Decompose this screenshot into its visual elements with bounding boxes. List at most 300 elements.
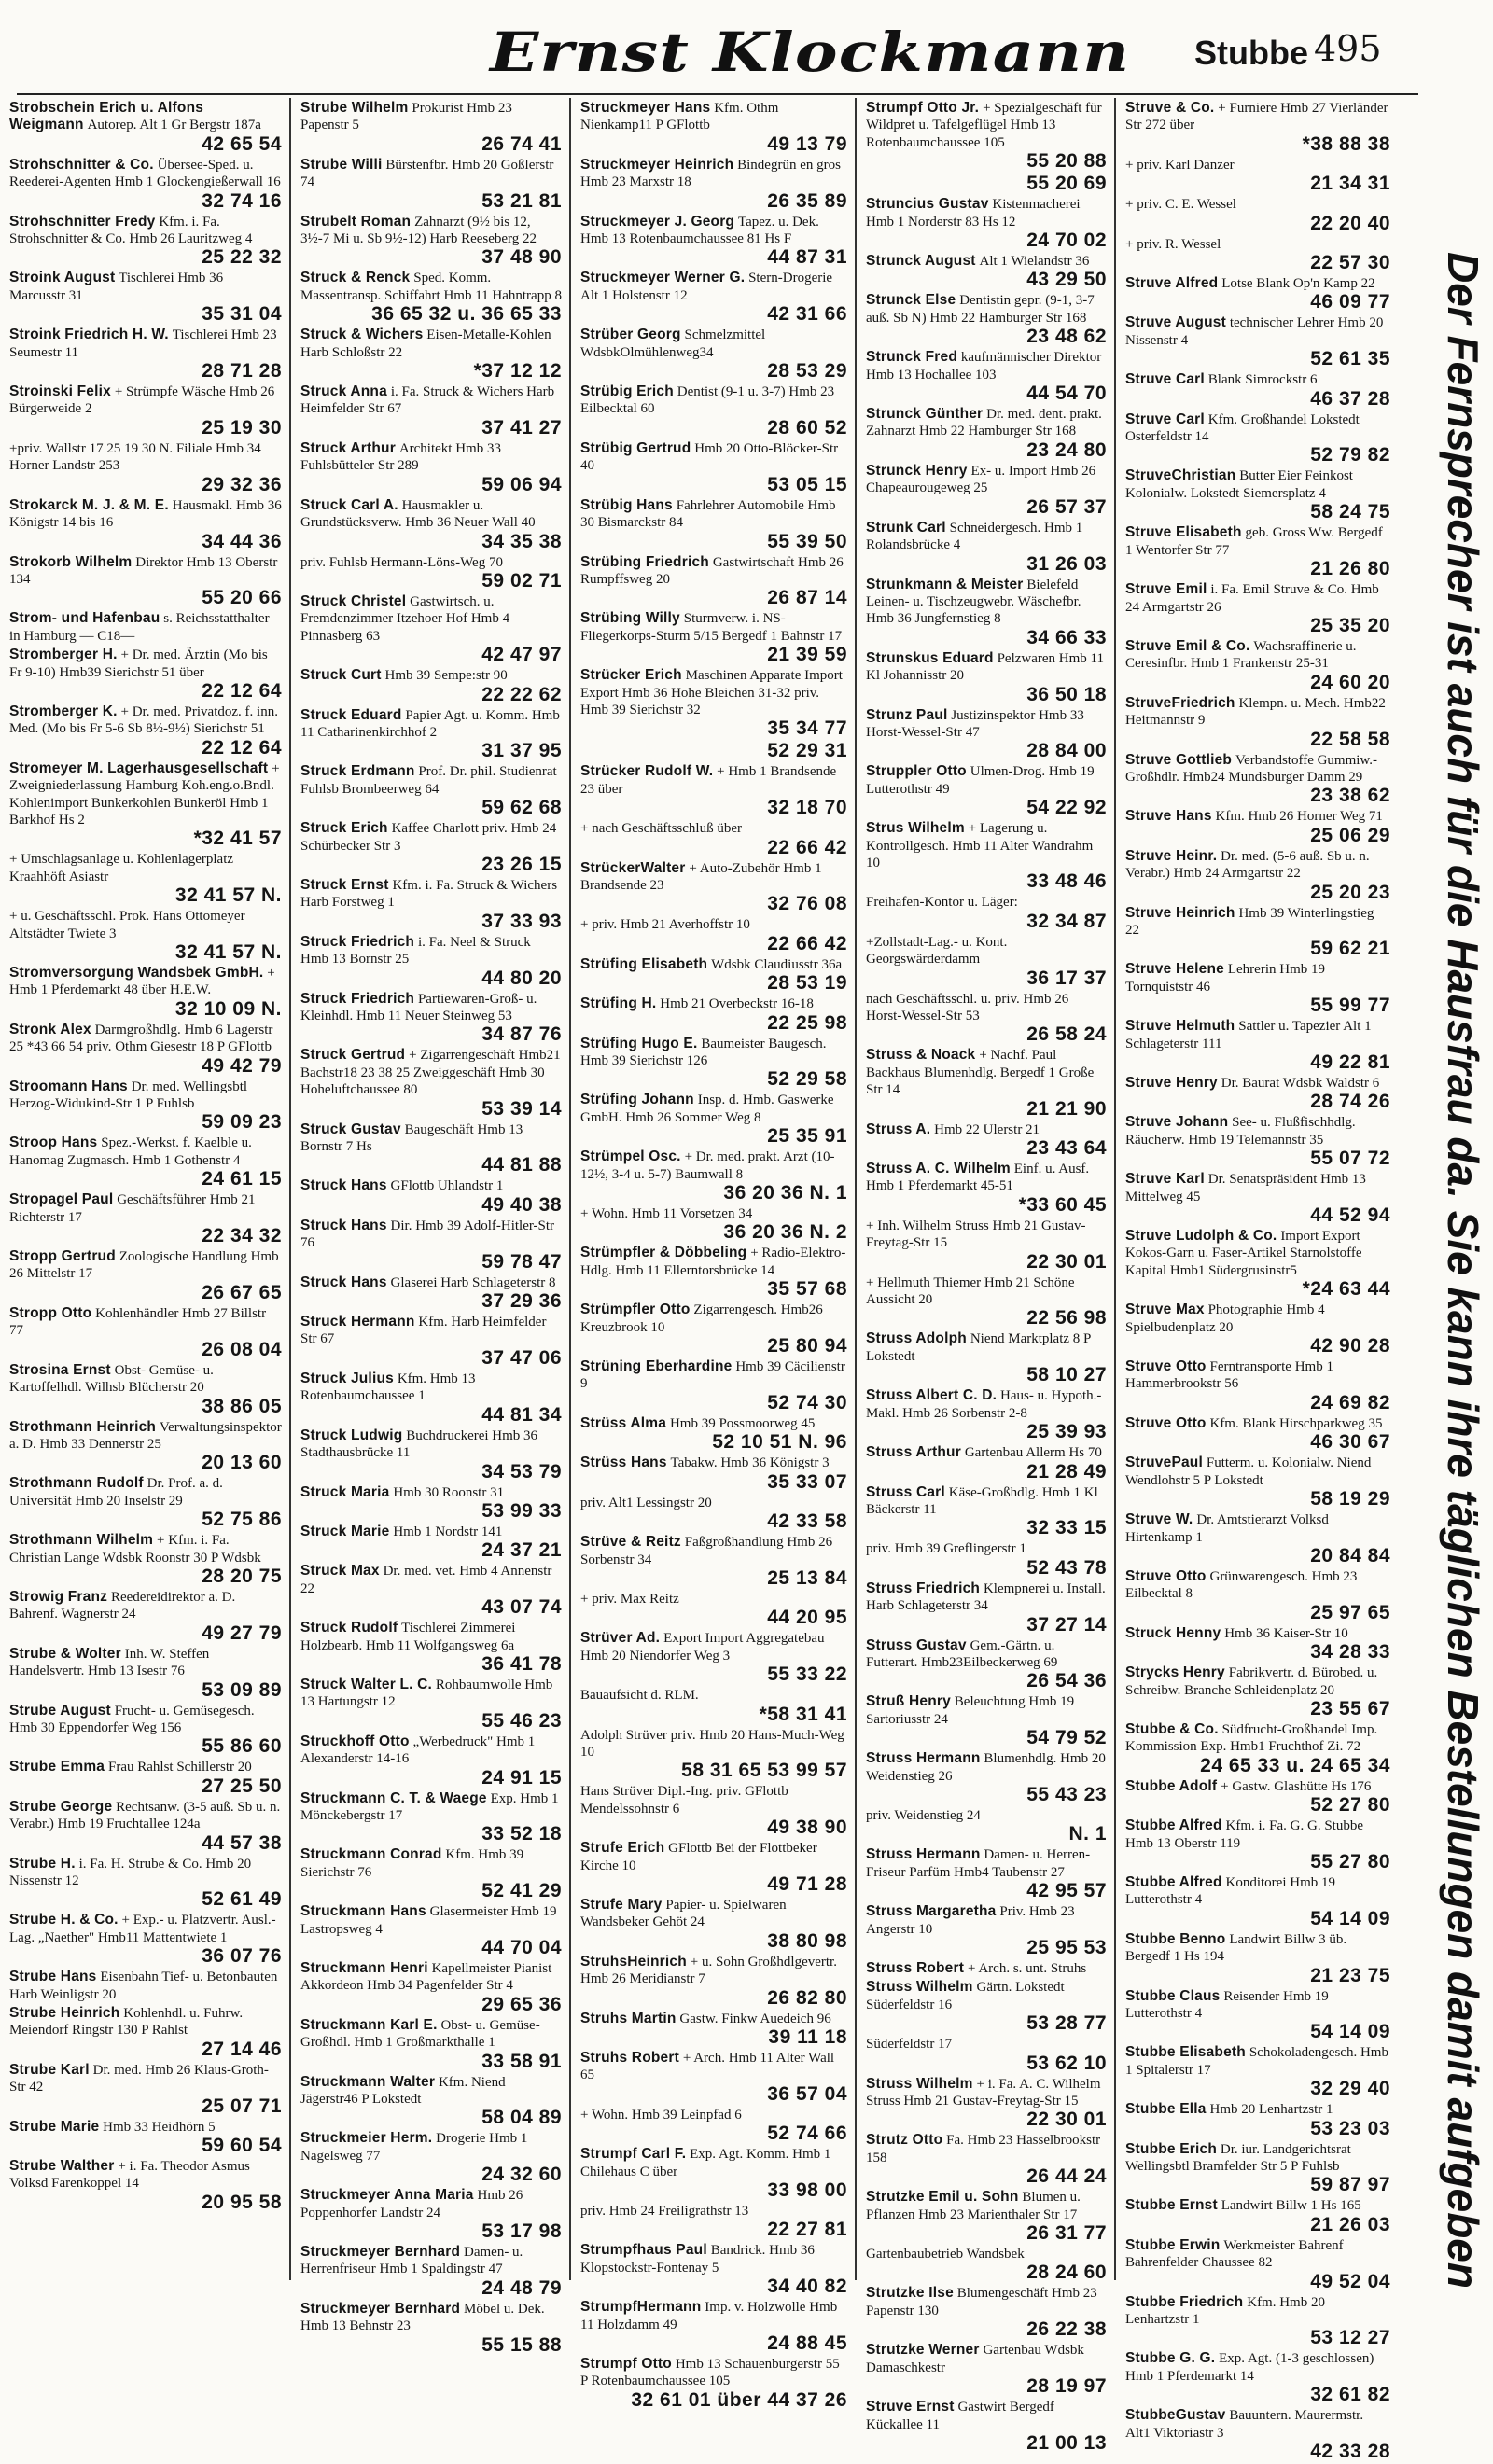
entry-detail: Futterm. u. Kolonialw. Niend Wendlohstr 5 P Lokstedt bbox=[1125, 1455, 1372, 1488]
entry-phone-number: N. 1 bbox=[1068, 1823, 1107, 1845]
entry-name: Struck Gertrud bbox=[300, 1047, 406, 1064]
entry-detail: + Inh. Wilhelm Struss Hmb 21 Gustav-Freytag-Str 15 bbox=[866, 1218, 1086, 1251]
entry-phone-number: 39 11 18 bbox=[768, 2026, 847, 2048]
entry-detail: Baugeschäft Hmb 13 Bornstr 7 Hs bbox=[300, 1121, 523, 1155]
entry-name: Strunck August bbox=[866, 253, 976, 270]
entry-detail: Tischlerei Hmb 36 Marcusstr 31 bbox=[9, 271, 224, 303]
entry-detail: Damen- u. Herrenfriseur Hmb 1 Spaldingstr 47 bbox=[300, 2245, 523, 2277]
directory-entry bbox=[866, 2036, 1107, 2075]
entry-detail: Rohbaumwolle Hmb 13 Hartungstr 12 bbox=[300, 1677, 553, 1710]
entry-name: Strycks Henry bbox=[1125, 1664, 1225, 1681]
directory-entry bbox=[580, 916, 847, 955]
entry-phone-number: 36 65 32 u. 36 65 33 bbox=[371, 303, 562, 326]
entry-name: Strothmann Heinrich bbox=[9, 1418, 157, 1435]
entry-phone-number: 27 14 46 bbox=[202, 2038, 282, 2060]
entry-detail: Verbandstoffe Gummiw.-Großhdlr. Hmb24 Mundsburger Damm 29 bbox=[1125, 752, 1378, 785]
entry-detail: Kohlenhdl. u. Fuhrw. Meiendorf Ringstr 130 P Rahlst bbox=[9, 2006, 244, 2039]
entry-phone-number: 52 29 31 bbox=[767, 740, 847, 762]
entry-detail: + Hmb 1 Pferdemarkt 48 über H.E.W. bbox=[9, 966, 275, 998]
entry-name: Strumpf Otto Jr. bbox=[866, 100, 980, 116]
directory-entry bbox=[1125, 808, 1390, 847]
entry-name: Struss Gustav bbox=[866, 1636, 967, 1653]
directory-entry bbox=[866, 1580, 1107, 1637]
entry-detail: Imp. v. Holzwolle Hmb 11 Holzdamm 49 bbox=[580, 2300, 838, 2332]
entry-name: Struckmann Henri bbox=[300, 1960, 428, 1976]
entry-phone-number: 28 60 52 bbox=[767, 416, 847, 439]
entry-phone-number: 42 33 28 bbox=[1310, 2441, 1390, 2463]
directory-entry bbox=[580, 2107, 847, 2146]
directory-entry bbox=[866, 292, 1107, 349]
directory-entry bbox=[1125, 467, 1390, 524]
entry-name: Struckmann Hans bbox=[300, 1903, 426, 1920]
entry-detail: + u. Geschäftsschl. Prok. Hans Ottomeyer Altstädter Twiete 3 bbox=[9, 909, 245, 941]
entry-name: Struve Otto bbox=[1125, 1358, 1207, 1375]
entry-name: StruveFriedrich bbox=[1125, 694, 1235, 711]
entry-phone-number: 24 70 02 bbox=[1026, 230, 1107, 252]
entry-phone-number: 36 57 04 bbox=[767, 2082, 847, 2105]
entry-phone-number: 26 22 38 bbox=[1026, 2318, 1107, 2341]
entry-detail: Reisender Hmb 19 Lutterothstr 4 bbox=[1125, 1988, 1329, 2021]
entry-detail: Niend Marktplatz 8 P Lokstedt bbox=[866, 1331, 1091, 1364]
entry-phone-number: 52 79 82 bbox=[1310, 444, 1390, 466]
entry-name: Strüss Alma bbox=[580, 1414, 667, 1431]
directory-entry bbox=[580, 270, 847, 327]
entry-phone-number: *58 31 41 bbox=[759, 1703, 847, 1725]
directory-entry bbox=[866, 253, 1107, 292]
entry-name: Struck Hans bbox=[300, 1217, 387, 1233]
entry-name: Strube H. bbox=[9, 1855, 76, 1872]
entry-phone-number: 38 80 98 bbox=[767, 1929, 847, 1952]
entry-phone-number: 33 52 18 bbox=[481, 1823, 562, 1845]
directory-entry bbox=[866, 1540, 1107, 1580]
entry-detail: Gartenbau Wdsbk Damaschkestr bbox=[866, 2343, 1084, 2375]
directory-entry bbox=[866, 463, 1107, 520]
directory-column-5 bbox=[1116, 98, 1398, 2463]
entry-phone-number: 59 62 68 bbox=[481, 797, 562, 819]
directory-entry bbox=[1125, 1625, 1390, 1664]
entry-detail: See- u. Flußfischhdlg. Räucherw. Hmb 19 Telemannstr 35 bbox=[1125, 1115, 1356, 1148]
entry-phone-number: 28 84 00 bbox=[1026, 740, 1107, 762]
entry-name: Struckhoff Otto bbox=[300, 1733, 410, 1749]
entry-detail: Klempnerei u. Install. Harb Schlageterstr 34 bbox=[866, 1580, 1106, 1614]
directory-entry bbox=[580, 820, 847, 859]
entry-detail: Kfm. Hmb 20 Lenhartzstr 1 bbox=[1125, 2294, 1325, 2328]
entry-detail: + priv. Max Reitz bbox=[580, 1591, 679, 1607]
entry-name: Struve Ludolph & Co. bbox=[1125, 1228, 1277, 1245]
entry-name: Struss Hermann bbox=[866, 1750, 981, 1767]
directory-entry bbox=[300, 497, 562, 554]
entry-name: Struckmann Conrad bbox=[300, 1846, 442, 1863]
entry-name: Stubbe Claus bbox=[1125, 1987, 1221, 2004]
entry-phone-number: 55 20 66 bbox=[202, 587, 282, 609]
entry-name: Struve Max bbox=[1125, 1302, 1205, 1318]
directory-entry bbox=[1125, 752, 1390, 809]
entry-phone-number: 25 95 53 bbox=[1026, 1937, 1107, 1958]
entry-phone-number: 55 20 69 bbox=[1026, 173, 1107, 195]
directory-entry bbox=[9, 157, 282, 214]
entry-name: Struck Marie bbox=[300, 1523, 390, 1539]
entry-detail: Zoologische Handlung Hmb 26 Mittelstr 17 bbox=[9, 1249, 279, 1282]
entry-name: Strube August bbox=[9, 1702, 111, 1719]
entry-phone-number: 25 97 65 bbox=[1310, 1601, 1390, 1623]
entry-detail: Blumenhdlg. Hmb 20 Weidenstieg 26 bbox=[866, 1751, 1106, 1784]
entry-detail: + Nachf. Paul Backhaus Blumenhdlg. Bergedf 1 Große Str 14 bbox=[866, 1048, 1095, 1098]
entry-detail: Dr. med. (5-6 auß. Sb u. n. Verabr.) Hmb 24 Armgartstr 22 bbox=[1125, 848, 1370, 882]
entry-detail: Zahnarzt (9½ bis 12, 3½-7 Mi u. Sb 9½-12) Harb Reeseberg 22 bbox=[300, 214, 537, 247]
directory-entry bbox=[300, 554, 562, 593]
entry-name: Struck Erich bbox=[300, 820, 388, 837]
directory-entry bbox=[580, 956, 847, 995]
directory-entry bbox=[1125, 1455, 1390, 1511]
entry-name: Struve Henry bbox=[1125, 1075, 1218, 1091]
entry-detail: + Gastw. Glashütte Hs 176 bbox=[1221, 1778, 1372, 1794]
entry-detail: Darmgroßhdlg. Hmb 6 Lagerstr 25 *43 66 54 priv. Othm Giesestr 18 P GFlottb bbox=[9, 1022, 273, 1055]
running-head: Stubbe bbox=[1194, 34, 1308, 72]
entry-name: Stroomann Hans bbox=[9, 1078, 128, 1094]
entry-phone-number: 53 23 03 bbox=[1310, 2117, 1390, 2139]
directory-entry bbox=[9, 1419, 282, 1476]
entry-phone-number: 34 44 36 bbox=[202, 530, 282, 552]
entry-phone-number: 52 61 35 bbox=[1310, 348, 1390, 370]
entry-phone-number: 54 79 52 bbox=[1026, 1727, 1107, 1749]
directory-entry bbox=[580, 610, 847, 667]
entry-detail: Wdsbk Claudiusstr 36a bbox=[711, 956, 843, 972]
entry-phone-number: 25 35 20 bbox=[1310, 614, 1390, 636]
entry-phone-number: 52 74 30 bbox=[767, 1391, 847, 1413]
entry-phone-number: 42 33 58 bbox=[767, 1510, 847, 1533]
directory-entry bbox=[866, 520, 1107, 577]
entry-detail: Klempn. u. Mech. Hmb22 Heitmannstr 9 bbox=[1125, 695, 1386, 729]
entry-name: Strüfing Johann bbox=[580, 1092, 694, 1108]
directory-entry bbox=[9, 1969, 282, 2005]
entry-detail: priv. Weidenstieg 24 bbox=[866, 1807, 981, 1823]
directory-entry bbox=[866, 1903, 1107, 1960]
entry-detail: Direktor Hmb 13 Oberstr 134 bbox=[9, 554, 278, 587]
entry-detail: + nach Geschäftsschluß über bbox=[580, 821, 742, 837]
directory-entry bbox=[866, 1750, 1107, 1807]
entry-phone-number: 55 99 77 bbox=[1310, 995, 1390, 1017]
directory-entry bbox=[580, 2203, 847, 2242]
entry-detail: + Umschlagsanlage u. Kohlenlagerplatz Kraahhöft Asiastr bbox=[9, 852, 234, 884]
entry-name: Stroinski Felix bbox=[9, 383, 111, 400]
directory-entry bbox=[9, 1799, 282, 1856]
entry-name: Stubbe Ernst bbox=[1125, 2197, 1218, 2214]
entry-phone-number: 24 32 60 bbox=[481, 2164, 562, 2186]
entry-phone-number: 22 57 30 bbox=[1310, 252, 1390, 274]
entry-phone-number: 37 29 36 bbox=[481, 1290, 562, 1313]
entry-phone-number: 32 41 57 N. bbox=[174, 941, 282, 963]
entry-name: Struckmeyer Bernhard bbox=[300, 2244, 461, 2261]
entry-detail: Frau Rahlst Schillerstr 20 bbox=[108, 1760, 252, 1775]
entry-detail: Schokoladengesch. Hmb 1 Spitalerstr 17 bbox=[1125, 2045, 1388, 2078]
entry-phone-number: 59 06 94 bbox=[481, 473, 562, 495]
directory-entry bbox=[580, 2356, 847, 2413]
entry-phone-number: 49 13 79 bbox=[767, 132, 847, 155]
directory-entry bbox=[1125, 1817, 1390, 1874]
directory-entry bbox=[300, 100, 562, 157]
entry-phone-number: 55 33 22 bbox=[767, 1664, 847, 1686]
entry-phone-number: 25 07 71 bbox=[202, 2095, 282, 2117]
directory-entry bbox=[580, 1148, 847, 1205]
directory-entry bbox=[1125, 524, 1390, 581]
directory-entry bbox=[1125, 1988, 1390, 2045]
entry-name: Strücker Rudolf W. bbox=[580, 763, 714, 780]
entry-phone-number: 34 53 79 bbox=[481, 1460, 562, 1483]
entry-detail: Bindegrün en gros Hmb 23 Marxstr 18 bbox=[580, 157, 841, 190]
entry-phone-number: 36 50 18 bbox=[1026, 683, 1107, 705]
entry-phone-number: 52 43 78 bbox=[1026, 1556, 1107, 1579]
directory-entry bbox=[300, 2074, 562, 2131]
entry-phone-number: 21 34 31 bbox=[1310, 173, 1390, 195]
entry-phone-number: 20 95 58 bbox=[202, 2191, 282, 2213]
entry-name: Strüber Georg bbox=[580, 327, 681, 343]
entry-detail: Landwirt Billw 3 üb. Bergedf 1 Hs 194 bbox=[1125, 1931, 1347, 1965]
directory-entry bbox=[866, 1693, 1107, 1750]
entry-name: Strosina Ernst bbox=[9, 1361, 111, 1378]
entry-detail: Hausmakler u. Grundstücksverw. Hmb 36 Neuer Wall 40 bbox=[300, 497, 536, 531]
entry-name: Strufe Mary bbox=[580, 1896, 663, 1913]
entry-name: Struss Albert C. D. bbox=[866, 1387, 998, 1404]
directory-entry bbox=[580, 2299, 847, 2356]
entry-detail: Insp. d. Hmb. Gaswerke GmbH. Hmb 26 Sommer Weg 8 bbox=[580, 1093, 834, 1125]
directory-entry bbox=[300, 1218, 562, 1274]
directory-entry bbox=[1125, 157, 1390, 196]
directory-entry bbox=[580, 1495, 847, 1534]
directory-entry bbox=[866, 1484, 1107, 1541]
entry-detail: + priv. C. E. Wessel bbox=[1125, 197, 1236, 213]
directory-entry bbox=[580, 497, 847, 554]
directory-entry bbox=[300, 1677, 562, 1733]
entry-name: Strutzke Ilse bbox=[866, 2285, 954, 2302]
entry-phone-number: *37 12 12 bbox=[473, 360, 562, 383]
directory-entry bbox=[866, 763, 1107, 820]
entry-detail: Fabrikvertr. d. Bürobed. u. Schreibw. Branche Schleidenplatz 20 bbox=[1125, 1665, 1378, 1698]
directory-entry bbox=[9, 1912, 282, 1969]
directory-entry bbox=[580, 741, 847, 763]
entry-detail: Alt 1 Wielandstr 36 bbox=[979, 254, 1090, 270]
entry-phone-number: 22 25 98 bbox=[767, 1011, 847, 1034]
entry-detail: + Spezialgeschäft für Wildpret u. Tafelgeflügel Hmb 13 Rotenbaumchaussee 105 bbox=[866, 101, 1102, 150]
entry-detail: i. Fa. Struck & Wichers Harb Heimfelder Str 67 bbox=[300, 384, 555, 417]
entry-phone-number: 36 17 37 bbox=[1026, 967, 1107, 989]
entry-phone-number: 49 42 79 bbox=[202, 1054, 282, 1077]
directory-entry bbox=[1125, 1778, 1390, 1817]
entry-name: Struck Friedrich bbox=[300, 990, 415, 1007]
directory-entry bbox=[300, 934, 562, 991]
entry-phone-number: 32 61 82 bbox=[1310, 2384, 1390, 2406]
entry-detail: Damen- u. Herren-Friseur Parfüm Hmb4 Taubenstr 27 bbox=[866, 1847, 1091, 1880]
directory-entry bbox=[866, 1387, 1107, 1444]
entry-detail: Kfm. Blank Hirschparkweg 35 bbox=[1209, 1415, 1383, 1431]
directory-entry bbox=[1125, 2141, 1390, 2198]
directory-entry bbox=[1125, 1302, 1390, 1358]
entry-name: Strus Wilhelm bbox=[866, 820, 965, 837]
entry-name: Strube Willi bbox=[300, 156, 383, 173]
directory-entry bbox=[1125, 275, 1390, 314]
entry-phone-number: 44 81 34 bbox=[481, 1403, 562, 1426]
entry-phone-number: 26 57 37 bbox=[1026, 495, 1107, 518]
entry-name: Struckmeyer Werner G. bbox=[580, 270, 746, 286]
directory-entry bbox=[580, 327, 847, 383]
entry-detail: Blumengeschäft Hmb 23 Papenstr 130 bbox=[866, 2286, 1097, 2318]
entry-name: Struve Otto bbox=[1125, 1567, 1207, 1584]
entry-phone-number: 28 19 97 bbox=[1026, 2375, 1107, 2398]
entry-phone-number: 23 38 62 bbox=[1310, 785, 1390, 807]
directory-entry bbox=[9, 214, 282, 271]
entry-name: Stubbe Ella bbox=[1125, 2101, 1207, 2118]
directory-entry bbox=[866, 349, 1107, 406]
directory-entry bbox=[580, 1092, 847, 1148]
directory-entry bbox=[866, 1846, 1107, 1903]
directory-entry bbox=[580, 1534, 847, 1591]
entry-detail: priv. Fuhlsb Hermann-Löns-Weg 70 bbox=[300, 554, 503, 570]
entry-phone-number: 25 80 94 bbox=[767, 1335, 847, 1357]
entry-phone-number: 33 98 00 bbox=[767, 2179, 847, 2202]
entry-phone-number: 42 95 57 bbox=[1026, 1880, 1107, 1902]
directory-entry bbox=[300, 1790, 562, 1847]
directory-entry bbox=[9, 1703, 282, 1760]
directory-entry bbox=[1125, 2197, 1390, 2236]
entry-detail: Dr. Amtstierarzt Volksd Hirtenkamp 1 bbox=[1125, 1512, 1329, 1545]
entry-name: Stropagel Paul bbox=[9, 1191, 114, 1208]
entry-detail: + u. Sohn Großhdlgevertr. Hmb 26 Meridianstr 7 bbox=[580, 1954, 837, 1987]
entry-name: StubbeGustav bbox=[1125, 2407, 1226, 2424]
directory-entry bbox=[580, 1415, 847, 1455]
directory-entry bbox=[580, 383, 847, 440]
entry-detail: + Kfm. i. Fa. Christian Lange Wdsbk Roonstr 30 P Wdsbk bbox=[9, 1533, 261, 1566]
entry-detail: Gastwirt Bergedf Kückallee 11 bbox=[866, 2400, 1054, 2432]
directory-column-3 bbox=[571, 98, 857, 2411]
entry-phone-number: 25 13 84 bbox=[767, 1566, 847, 1589]
entry-detail: Tapez. u. Dek. Hmb 13 Rotenbaumchaussee 81 Hs F bbox=[580, 214, 819, 247]
directory-entry bbox=[300, 820, 562, 877]
entry-detail: Dr. med. vet. Hmb 4 Annenstr 22 bbox=[300, 1564, 552, 1596]
directory-entry bbox=[9, 1305, 282, 1362]
entry-phone-number: 35 31 04 bbox=[202, 303, 282, 326]
entry-phone-number: 22 30 01 bbox=[1026, 1250, 1107, 1273]
entry-phone-number: 21 28 49 bbox=[1026, 1460, 1107, 1483]
entry-detail: Kfm. Hmb 39 Sierichstr 76 bbox=[300, 1847, 524, 1880]
entry-name: Struve Carl bbox=[1125, 371, 1205, 388]
directory-entry bbox=[580, 554, 847, 611]
directory-entry bbox=[866, 1330, 1107, 1387]
entry-name: Strunk Carl bbox=[866, 519, 946, 536]
entry-detail: + Dr. med. Privatdoz. f. inn. Med. (Mo bis Fr 5-6 Sb 8½-9½) Sierichstr 51 bbox=[9, 703, 278, 737]
directory-entry bbox=[9, 1532, 282, 1589]
directory-entry bbox=[866, 894, 1107, 933]
directory-entry bbox=[300, 1733, 562, 1790]
entry-phone-number: 21 21 90 bbox=[1026, 1097, 1107, 1120]
entry-detail: Bauaufsicht d. RLM. bbox=[580, 1688, 699, 1704]
entry-detail: Gartenbau Allerm Hs 70 bbox=[964, 1445, 1102, 1461]
entry-detail: + Furniere Hmb 27 Vierländer Str 272 über bbox=[1125, 101, 1388, 133]
entry-phone-number: 49 52 04 bbox=[1310, 2270, 1390, 2292]
directory-entry bbox=[580, 1358, 847, 1415]
directory-entry bbox=[1125, 905, 1390, 962]
entry-phone-number: 33 48 46 bbox=[1026, 870, 1107, 893]
entry-detail: Ex- u. Import Hmb 26 Chapeaurougeweg 25 bbox=[866, 463, 1096, 496]
entry-detail: Export Import Aggregatebau Hmb 20 Niendorfer Weg 3 bbox=[580, 1631, 825, 1664]
entry-phone-number: 42 65 54 bbox=[202, 132, 282, 155]
entry-detail: Tabakw. Hmb 36 Königstr 3 bbox=[670, 1455, 830, 1471]
entry-phone-number: 52 27 80 bbox=[1310, 1794, 1390, 1817]
directory-entry bbox=[300, 1620, 562, 1677]
entry-name: Strüfing H. bbox=[580, 995, 657, 1012]
entry-detail: + i. Fa. A. C. Wilhelm Struss Hmb 21 Gustav-Freytag-Str 15 bbox=[866, 2076, 1101, 2109]
entry-detail: Geschäftsführer Hmb 21 Richterstr 17 bbox=[9, 1192, 256, 1225]
directory-entry bbox=[580, 157, 847, 214]
entry-name: Strümpfler & Döbbeling bbox=[580, 1245, 747, 1261]
entry-phone-number: 34 28 33 bbox=[1310, 1641, 1390, 1664]
entry-phone-number: 32 10 09 N. bbox=[174, 997, 282, 1020]
directory-entry bbox=[580, 2242, 847, 2299]
entry-detail: Werkmeister Bahrenf Bahrenfelder Chaussee 82 bbox=[1125, 2237, 1344, 2271]
entry-phone-number: 44 81 88 bbox=[481, 1154, 562, 1176]
entry-name: Struss Carl bbox=[866, 1483, 945, 1500]
entry-detail: Möbel u. Dek. Hmb 13 Behnstr 23 bbox=[300, 2301, 545, 2334]
entry-phone-number: 49 22 81 bbox=[1310, 1051, 1390, 1073]
entry-phone-number: 34 40 82 bbox=[767, 2276, 847, 2298]
directory-entry bbox=[580, 2011, 847, 2050]
directory-column-2 bbox=[291, 98, 571, 2356]
directory-entry bbox=[9, 760, 282, 852]
entry-detail: Justizinspektor Hmb 33 Horst-Wessel-Str 47 bbox=[866, 707, 1084, 740]
directory-entry bbox=[580, 1245, 847, 1302]
entry-detail: Hmb 13 Schauenburgerstr 55 P Rotenbaumchaussee 105 bbox=[580, 2357, 840, 2389]
directory-entry bbox=[580, 1954, 847, 2011]
header-rule bbox=[17, 93, 1418, 95]
entry-name: Struck Max bbox=[300, 1563, 380, 1580]
directory-entry bbox=[580, 1630, 847, 1687]
entry-detail: + Arch. Hmb 11 Alter Wall 65 bbox=[580, 2051, 835, 2083]
entry-name: Struckmann Walter bbox=[300, 2073, 436, 2090]
entry-phone-number: 59 09 23 bbox=[202, 1111, 282, 1134]
directory-entry bbox=[580, 995, 847, 1035]
entry-detail: + Auto-Zubehör Hmb 1 Brandsende 23 bbox=[580, 860, 822, 893]
directory-entry bbox=[866, 100, 1107, 174]
entry-detail: Kfm. i. Fa. Strohschnitter & Co. Hmb 26 Lauritzweg 4 bbox=[9, 214, 253, 247]
directory-entry bbox=[1125, 314, 1390, 371]
entry-detail: Süderfeldstr 17 bbox=[866, 2037, 953, 2053]
entry-name: Stronk Alex bbox=[9, 1021, 91, 1037]
entry-phone-number: 22 34 32 bbox=[202, 1225, 282, 1247]
directory-entry bbox=[866, 174, 1107, 196]
entry-name: Struck Walter L. C. bbox=[300, 1676, 433, 1692]
directory-entry bbox=[9, 1589, 282, 1646]
entry-detail: Exp. Agt. (1-3 geschlossen) Hmb 1 Pferdemarkt 14 bbox=[1125, 2351, 1374, 2384]
entry-phone-number: 38 86 05 bbox=[202, 1395, 282, 1417]
entry-phone-number: 53 17 98 bbox=[481, 2220, 562, 2243]
directory-entry bbox=[1125, 1721, 1390, 1778]
directory-entry bbox=[1125, 411, 1390, 468]
entry-name: Struss A. C. Wilhelm bbox=[866, 1161, 1011, 1177]
entry-detail: Sattler u. Tapezier Alt 1 Schlageterstr 111 bbox=[1125, 1019, 1372, 1051]
entry-detail: Einf. u. Ausf. Hmb 1 Pferdemarkt 45-51 bbox=[866, 1162, 1090, 1194]
entry-detail: Eisenbahn Tief- u. Betonbauten Harb Weinligstr 20 bbox=[9, 1970, 278, 2002]
entry-phone-number: 37 41 27 bbox=[481, 416, 562, 439]
entry-detail: Dir. Hmb 39 Adolf-Hitler-Str 76 bbox=[300, 1218, 555, 1251]
entry-name: Strücker Erich bbox=[580, 667, 682, 684]
directory-entry bbox=[866, 1444, 1107, 1483]
entry-name: Strokorb Wilhelm bbox=[9, 553, 133, 570]
directory-entry bbox=[1125, 2101, 1390, 2140]
entry-phone-number: 22 12 64 bbox=[202, 679, 282, 702]
entry-phone-number: 26 67 65 bbox=[202, 1281, 282, 1303]
entry-name: Struve August bbox=[1125, 314, 1226, 331]
entry-detail: Sturmverw. i. NS-Fliegerkorps-Sturm 5/15 Bergedf 1 Bahnstr 17 bbox=[580, 611, 843, 644]
entry-phone-number: 32 18 70 bbox=[767, 797, 847, 819]
entry-phone-number: 32 34 87 bbox=[1026, 910, 1107, 932]
